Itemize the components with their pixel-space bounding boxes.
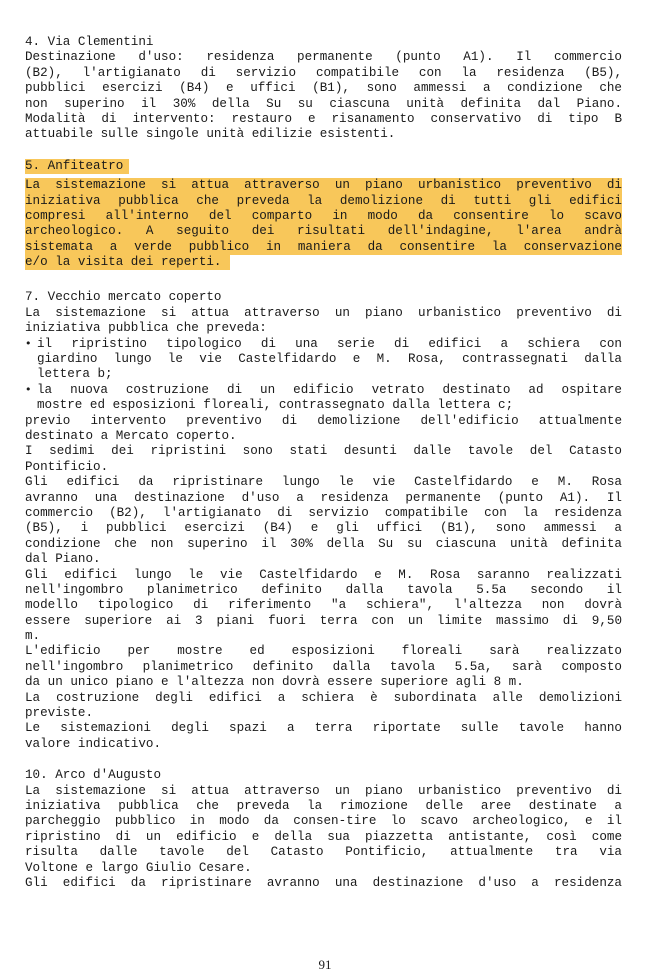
- text-line: valore indicativo.: [25, 736, 162, 751]
- text-line: destinato a Mercato coperto.: [25, 428, 237, 443]
- text-line: L'edificio per mostre ed esposizioni floreali sarà realizzato: [25, 644, 622, 659]
- text-line: parcheggio pubblico in modo da consen-tire lo scavo archeologico, e il: [25, 814, 622, 829]
- section-heading: 10. Arco d'Augusto: [25, 768, 162, 783]
- section-arco-d-augusto: [25, 768, 622, 891]
- text-line: m.: [25, 629, 41, 644]
- text-line: previo intervento preventivo di demolizione dell'edificio attualmente: [25, 413, 622, 428]
- text-line: (B2), l'artigianato di servizio compatibile con la residenza (B5),: [25, 65, 622, 80]
- text-line: ripristino di un edificio e della sua piazzetta antistante, così come: [25, 829, 622, 844]
- text-line: Modalità di intervento: restauro e risanamento conservativo di tipo B: [25, 111, 622, 126]
- highlighted-text-line: La sistemazione si attua attraverso un piano urbanistico preventivo di: [25, 178, 622, 193]
- text-line: mostre ed esposizioni floreali, contrassegnato dalla lettera c;: [37, 398, 514, 413]
- section-heading-highlighted: 5. Anfiteatro: [25, 159, 129, 174]
- section-via-clementini: [25, 35, 622, 143]
- highlighted-text-line: compresi all'interno del comparto in modo da consentire lo scavo: [25, 208, 622, 223]
- text-line: commercio (B2), l'artigianato di servizio compatibile con la residenza: [25, 505, 622, 520]
- text-line: risulta dalle tavole del Catasto Pontificio, attualmente tra via: [25, 845, 622, 860]
- text-line: Pontificio.: [25, 459, 109, 474]
- highlighted-text-line: sistemata a verde pubblico in maniera da consentire la conservazione: [25, 239, 622, 254]
- text-line: da un unico piano e l'altezza non dovrà essere superiore agli 8 m.: [25, 675, 524, 690]
- text-line: Le sistemazioni degli spazi a terra riportate sulle tavole hanno: [25, 721, 622, 736]
- text-line: Gli edifici da ripristinare avranno una destinazione d'uso a residenza: [25, 875, 622, 890]
- text-line: Gli edifici lungo le vie Castelfidardo e M. Rosa saranno realizzati: [25, 567, 622, 582]
- text-line: nell'ingombro planimetrico definito dalla tavola 5.5a, sarà composto: [25, 659, 622, 674]
- text-line: iniziativa pubblica che preveda:: [25, 321, 267, 336]
- section-heading: 7. Vecchio mercato coperto: [25, 290, 222, 305]
- text-line: giardino lungo le vie Castelfidardo e M. Rosa, contrassegnati dalla: [37, 352, 622, 367]
- text-line: lettera b;: [37, 367, 113, 382]
- section-anfiteatro: [25, 159, 622, 275]
- document-body: [25, 35, 622, 907]
- bullet-icon: •: [25, 382, 32, 396]
- text-line: il ripristino tipologico di una serie di edifici a schiera con: [37, 336, 622, 351]
- text-line: iniziativa pubblica che preveda la rimozione delle aree destinate a: [25, 798, 622, 813]
- text-line: la nuova costruzione di un edificio vetrato destinato ad ospitare: [37, 382, 622, 397]
- text-line: Destinazione d'uso: residenza permanente (punto A1). Il commercio: [25, 50, 622, 65]
- highlighted-text-line: e/o la visita dei reperti.: [25, 255, 230, 270]
- section-heading: 4. Via Clementini: [25, 35, 154, 49]
- bullet-icon: •: [25, 336, 32, 350]
- text-line: non superino il 30% della Su su ciascuna unità definita dal Piano.: [25, 96, 622, 111]
- text-line: modello tipologico di riferimento "a schiera", l'altezza non dovrà: [25, 598, 622, 613]
- page-number: 91: [318, 957, 332, 972]
- text-line: attuabile sulle singole unità edilizie esistenti.: [25, 127, 396, 142]
- text-line: nell'ingombro planimetrico definito dalla tavola 5.5a secondo il: [25, 582, 622, 597]
- text-line: avranno una destinazione d'uso a residenza permanente (punto A1). Il: [25, 490, 622, 505]
- text-line: Voltone e largo Giulio Cesare.: [25, 860, 252, 875]
- text-line: La sistemazione si attua attraverso un piano urbanistico preventivo di: [25, 305, 622, 320]
- highlighted-text-line: iniziativa pubblica che preveda la demolizione di tutti gli edifici: [25, 193, 622, 208]
- text-line: La costruzione degli edifici a schiera è subordinata alle demolizioni: [25, 690, 622, 705]
- highlighted-text-line: archeologico. A seguito dei risultati dell'indagine, l'area andrà: [25, 224, 622, 239]
- text-line: previste.: [25, 706, 94, 721]
- text-line: I sedimi dei ripristini sono stati desunti dalle tavole del Catasto: [25, 444, 622, 459]
- text-line: pubblici esercizi (B4) e uffici (B1), sono ammessi a condizione che: [25, 81, 622, 96]
- text-line: La sistemazione si attua attraverso un piano urbanistico preventivo di: [25, 783, 622, 798]
- text-line: Gli edifici da ripristinare lungo le vie Castelfidardo e M. Rosa: [25, 475, 622, 490]
- section-vecchio-mercato-coperto: [25, 290, 622, 752]
- bullet-item: [25, 337, 622, 383]
- text-line: (B5), i pubblici esercizi (B4) e gli uffici (B1), sono ammessi a: [25, 521, 622, 536]
- text-line: condizione che non superino il 30% della Su su ciascuna unità definita: [25, 536, 622, 551]
- bullet-item: [25, 383, 622, 414]
- text-line: dal Piano.: [25, 552, 101, 567]
- text-line: essere superiore ai 3 piani fuori terra con un limite massimo di 9,50: [25, 613, 622, 628]
